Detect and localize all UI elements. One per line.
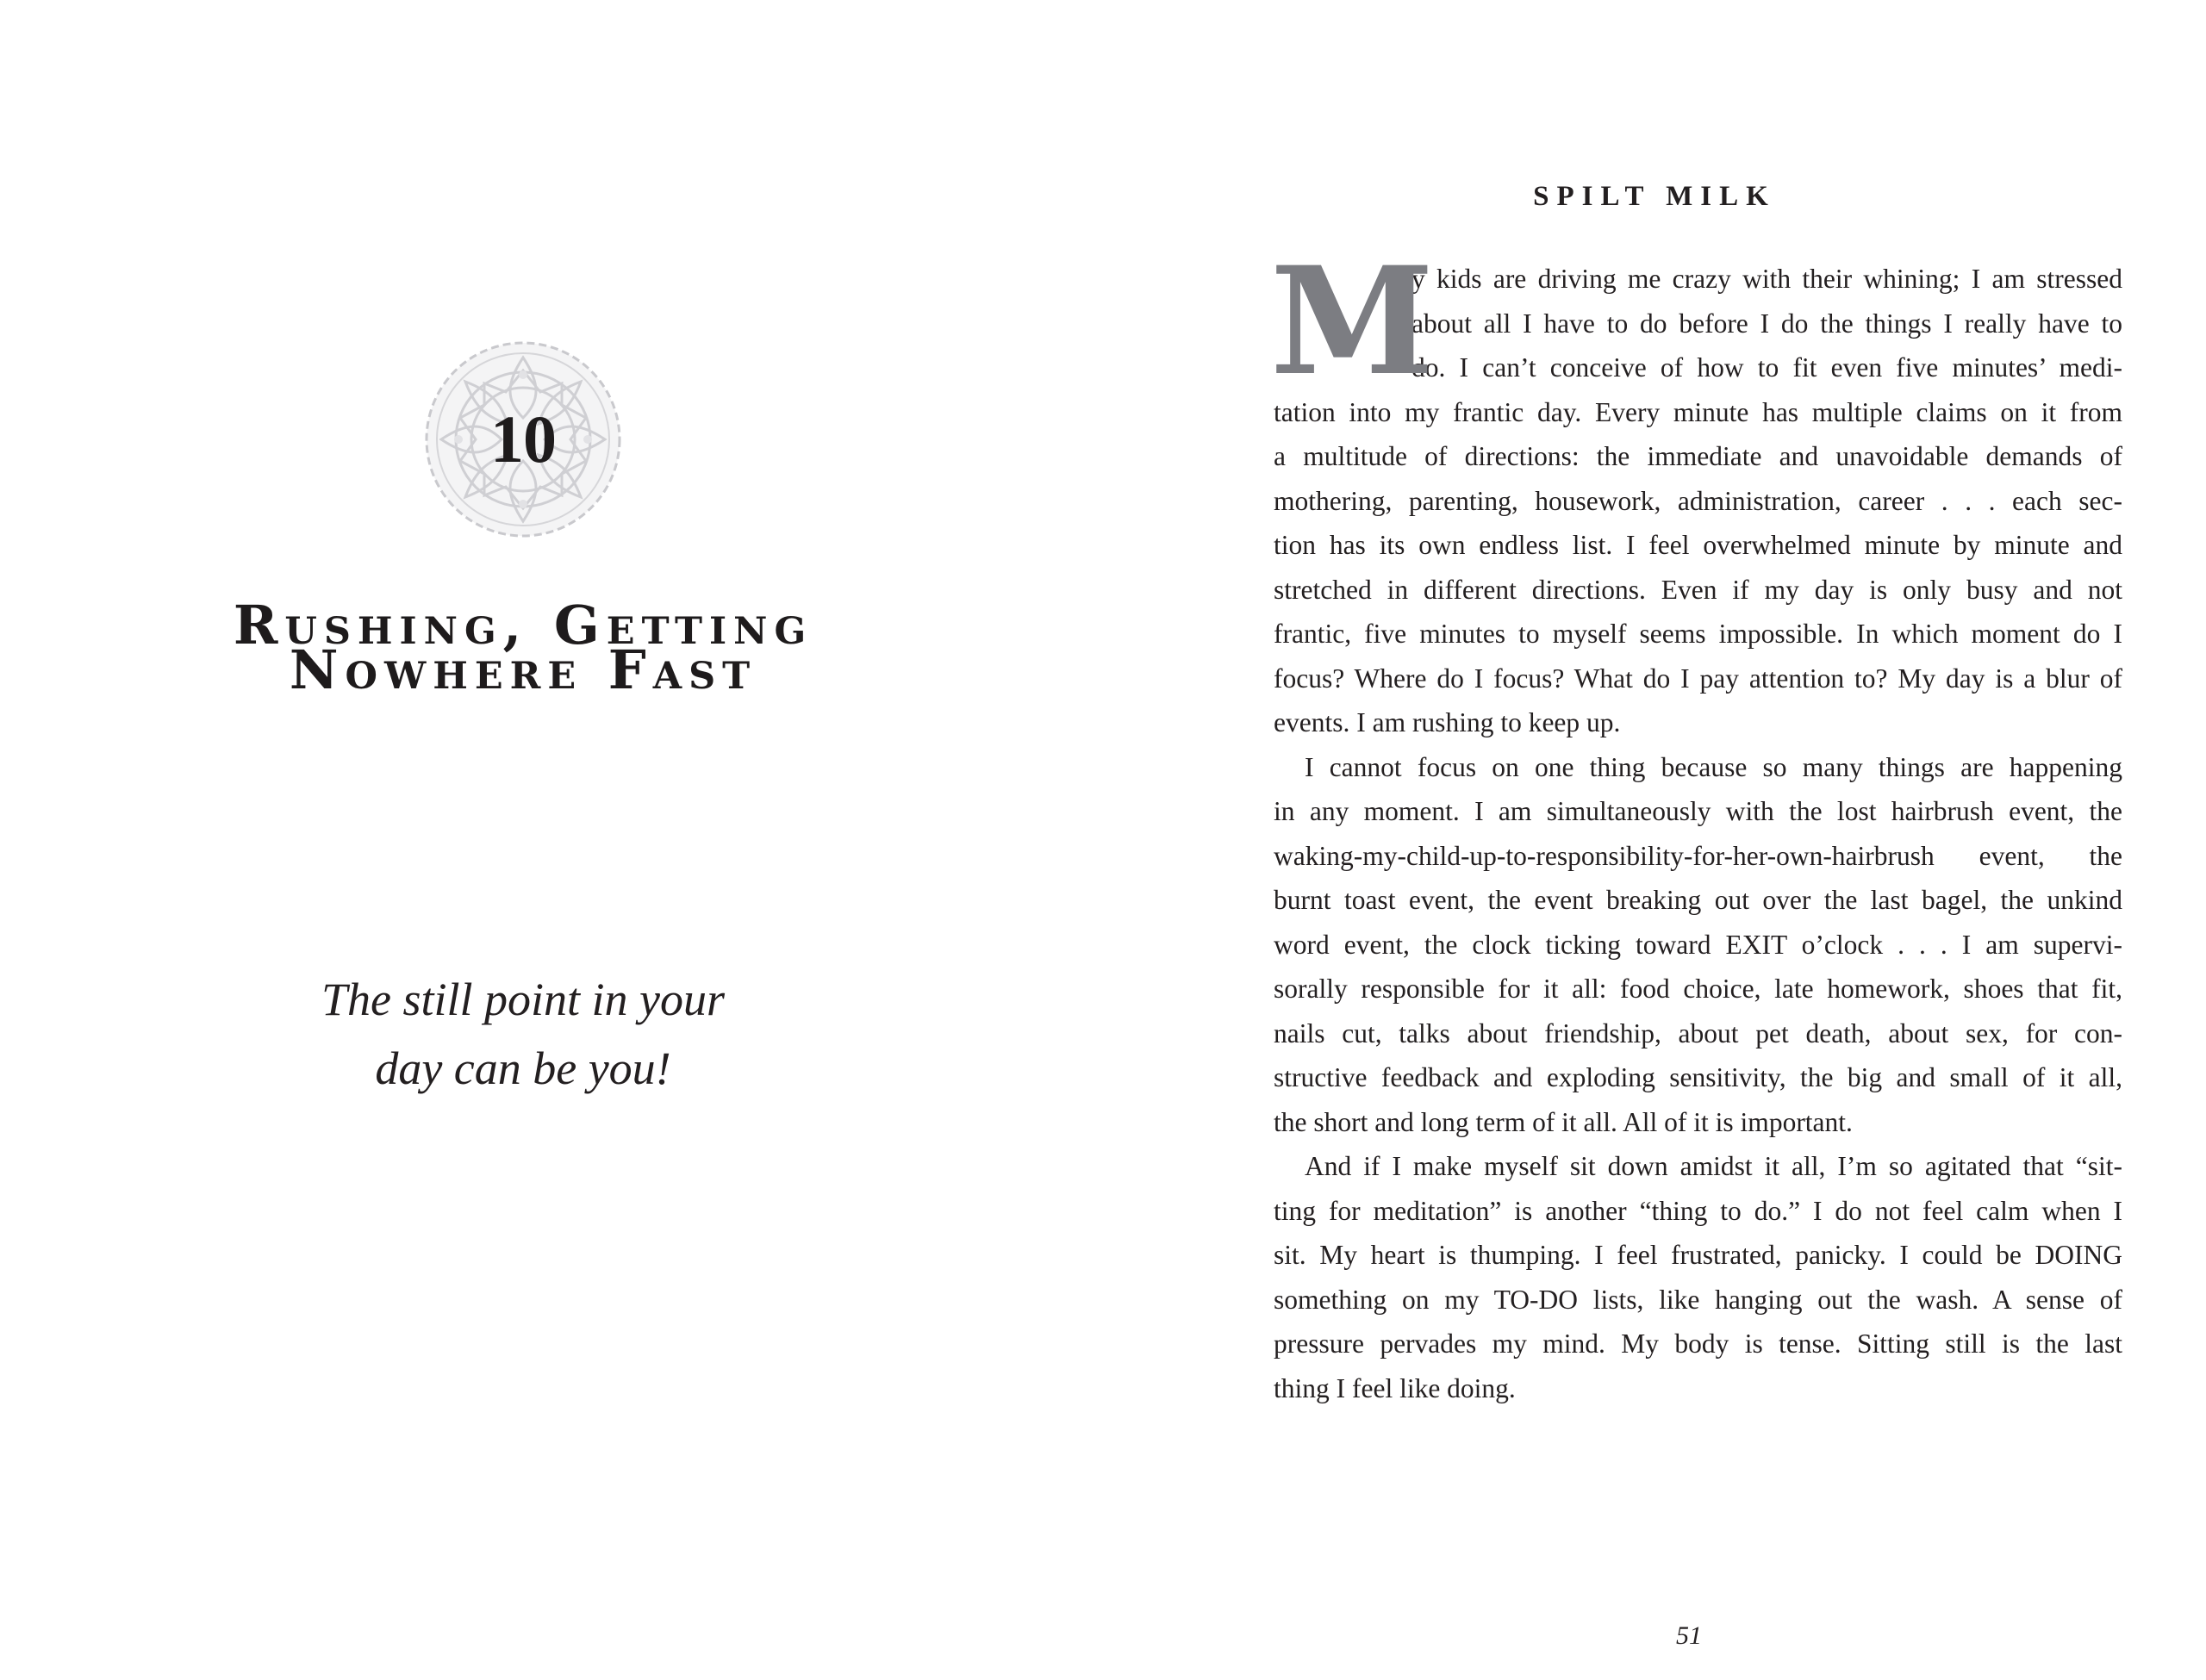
chapter-number: 10 <box>490 401 556 476</box>
text-line: in any moment. I am simultaneously with the lost hairbrush event, the <box>1274 796 2122 826</box>
chapter-title-line: Rushing, Getting <box>233 594 813 656</box>
text-line: And if I make myself sit down amidst it all, I’m so agitated that “sit- <box>1305 1151 2122 1181</box>
text-line: I cannot focus on one thing because so many things are happening <box>1305 751 2122 782</box>
text-line: about all I have to do before I do the things I really have to <box>1411 308 2122 339</box>
text-line: focus? Where do I focus? What do I pay attention to? My day is a blur of <box>1274 663 2122 694</box>
text-line: something on my TO-DO lists, like hanging out the wash. A sense of <box>1274 1284 2122 1315</box>
epigraph-line: The still point in your <box>321 974 726 1025</box>
text-line: pressure pervades my mind. My body is tense. Sitting still is the last <box>1274 1328 2122 1359</box>
text-line: burnt toast event, the event breaking out over the last bagel, the unkind <box>1274 885 2122 915</box>
running-head: SPILT MILK <box>1533 181 1776 212</box>
text-line: waking-my-child-up-to-responsibility-for-her-own-hairbrush event, the <box>1274 840 2122 871</box>
text-line: the short and long term of it all. All of it is important. <box>1274 1106 1853 1137</box>
text-line: events. I am rushing to keep up. <box>1274 707 1621 737</box>
chapter-title-line: Nowhere Fast <box>289 638 757 701</box>
text-line: sit. My heart is thumping. I feel frustrated, panicky. I could be DOING <box>1274 1240 2122 1270</box>
chapter-title <box>129 594 917 701</box>
text-line: word event, the clock ticking toward EXIT o’clock . . . I am supervi- <box>1274 929 2122 960</box>
drop-cap: M <box>1270 233 1435 408</box>
text-line: tion has its own endless list. I feel overwhelmed minute by minute and <box>1274 530 2122 560</box>
text-line: a multitude of directions: the immediate and unavoidable demands of <box>1274 441 2122 471</box>
epigraph-line: day can be you! <box>375 1042 671 1094</box>
text-line: ting for meditation” is another “thing to do.” I do not feel calm when I <box>1274 1195 2122 1226</box>
chapter-medallion <box>424 340 622 538</box>
text-line: frantic, five minutes to myself seems impossible. In which moment do I <box>1274 619 2122 649</box>
epigraph <box>215 965 831 1103</box>
paragraph-2 <box>1274 745 2122 1145</box>
page-number: 51 <box>1676 1621 1702 1650</box>
text-line: structive feedback and exploding sensitivity, the big and small of it all, <box>1274 1062 2122 1092</box>
text-line: mothering, parenting, housework, administration, career . . . each sec- <box>1274 485 2122 516</box>
text-line: y kids are driving me crazy with their whining; I am stressed <box>1411 264 2122 294</box>
body-text <box>1270 233 2122 1410</box>
text-line: do. I can’t conceive of how to fit even five minutes’ medi- <box>1411 352 2122 383</box>
paragraph-3 <box>1274 1144 2122 1410</box>
text-line: thing I feel like doing. <box>1274 1372 1516 1403</box>
text-line: nails cut, talks about friendship, about pet death, about sex, for con- <box>1274 1017 2122 1048</box>
right-page <box>1103 0 2206 1680</box>
text-line: sorally responsible for it all: food choice, late homework, shoes that fit, <box>1274 974 2122 1004</box>
text-line: tation into my frantic day. Every minute has multiple claims on it from <box>1274 396 2122 427</box>
text-line: stretched in different directions. Even if my day is only busy and not <box>1274 574 2122 605</box>
